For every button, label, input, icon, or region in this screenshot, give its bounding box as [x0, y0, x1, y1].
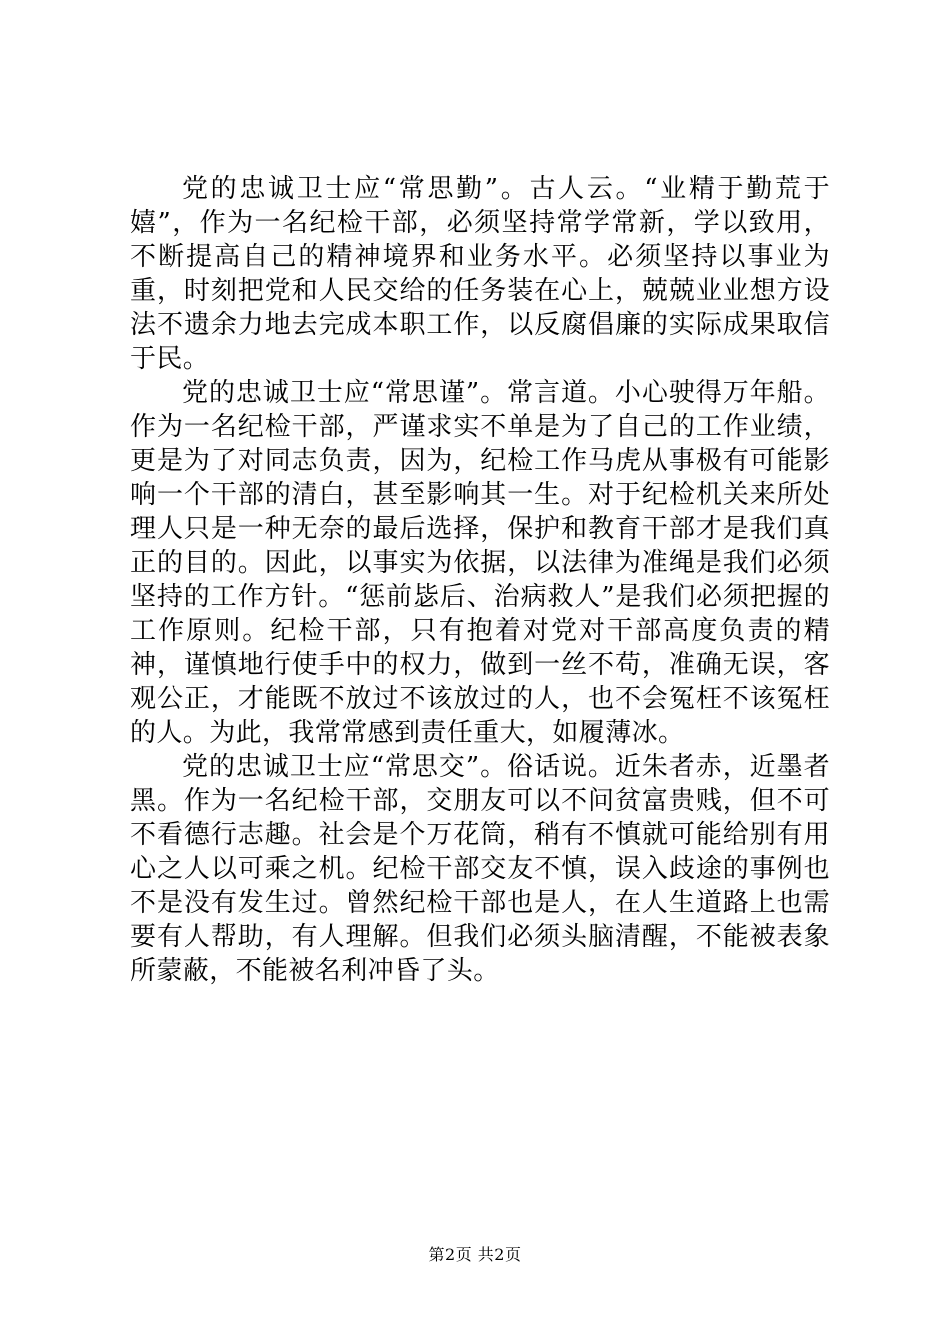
paragraph-friendship: 党的忠诚卫士应“常思交”。俗话说。近朱者赤，近墨者黑。作为一名纪检干部，交朋友可以不问贫富贵贱，但不可不看德行志趣。社会是个万花筒，稍有不慎就可能给别有用心之人以可乘之机。纪检干部交友不慎，误入歧途的事例也不是没有发生过。曾然纪检干部也是人，在人生道路上也需要有人帮助，有人理解。但我们必须头脑清醒，不能被表象所蒙蔽，不能被名利冲昏了头。	[130, 752, 830, 986]
page-number-footer: 第2页 共2页	[428, 1245, 522, 1264]
paragraph-diligence: 党的忠诚卫士应“常思勤”。古人云。“业精于勤荒于嬉”，作为一名纪检干部，必须坚持常学常新，学以致用，不断提高自己的精神境界和业务水平。必须坚持以事业为重，时刻把党和人民交给的任务装在心上，兢兢业业想方设法不遗余力地去完成本职工作，以反腐倡廉的实际成果取信于民。	[130, 174, 830, 374]
paragraph-prudence: 党的忠诚卫士应“常思谨”。常言道。小心驶得万年船。作为一名纪检干部，严谨求实不单是为了自己的工作业绩，更是为了对同志负责，因为，纪检工作马虎从事极有可能影响一个干部的清白，甚至影响其一生。对于纪检机关来所处理人只是一种无奈的最后选择，保护和教育干部才是我们真正的目的。因此，以事实为依据，以法律为准绳是我们必须坚持的工作方针。“惩前毖后、治病救人”是我们必须把握的工作原则。纪检干部，只有抱着对党对干部高度负责的精神，谨慎地行使手中的权力，做到一丝不苟，准确无误，客观公正，才能既不放过不该放过的人，也不会冤枉不该冤枉的人。为此，我常常感到责任重大，如履薄冰。	[130, 378, 830, 748]
document-body	[130, 172, 830, 988]
